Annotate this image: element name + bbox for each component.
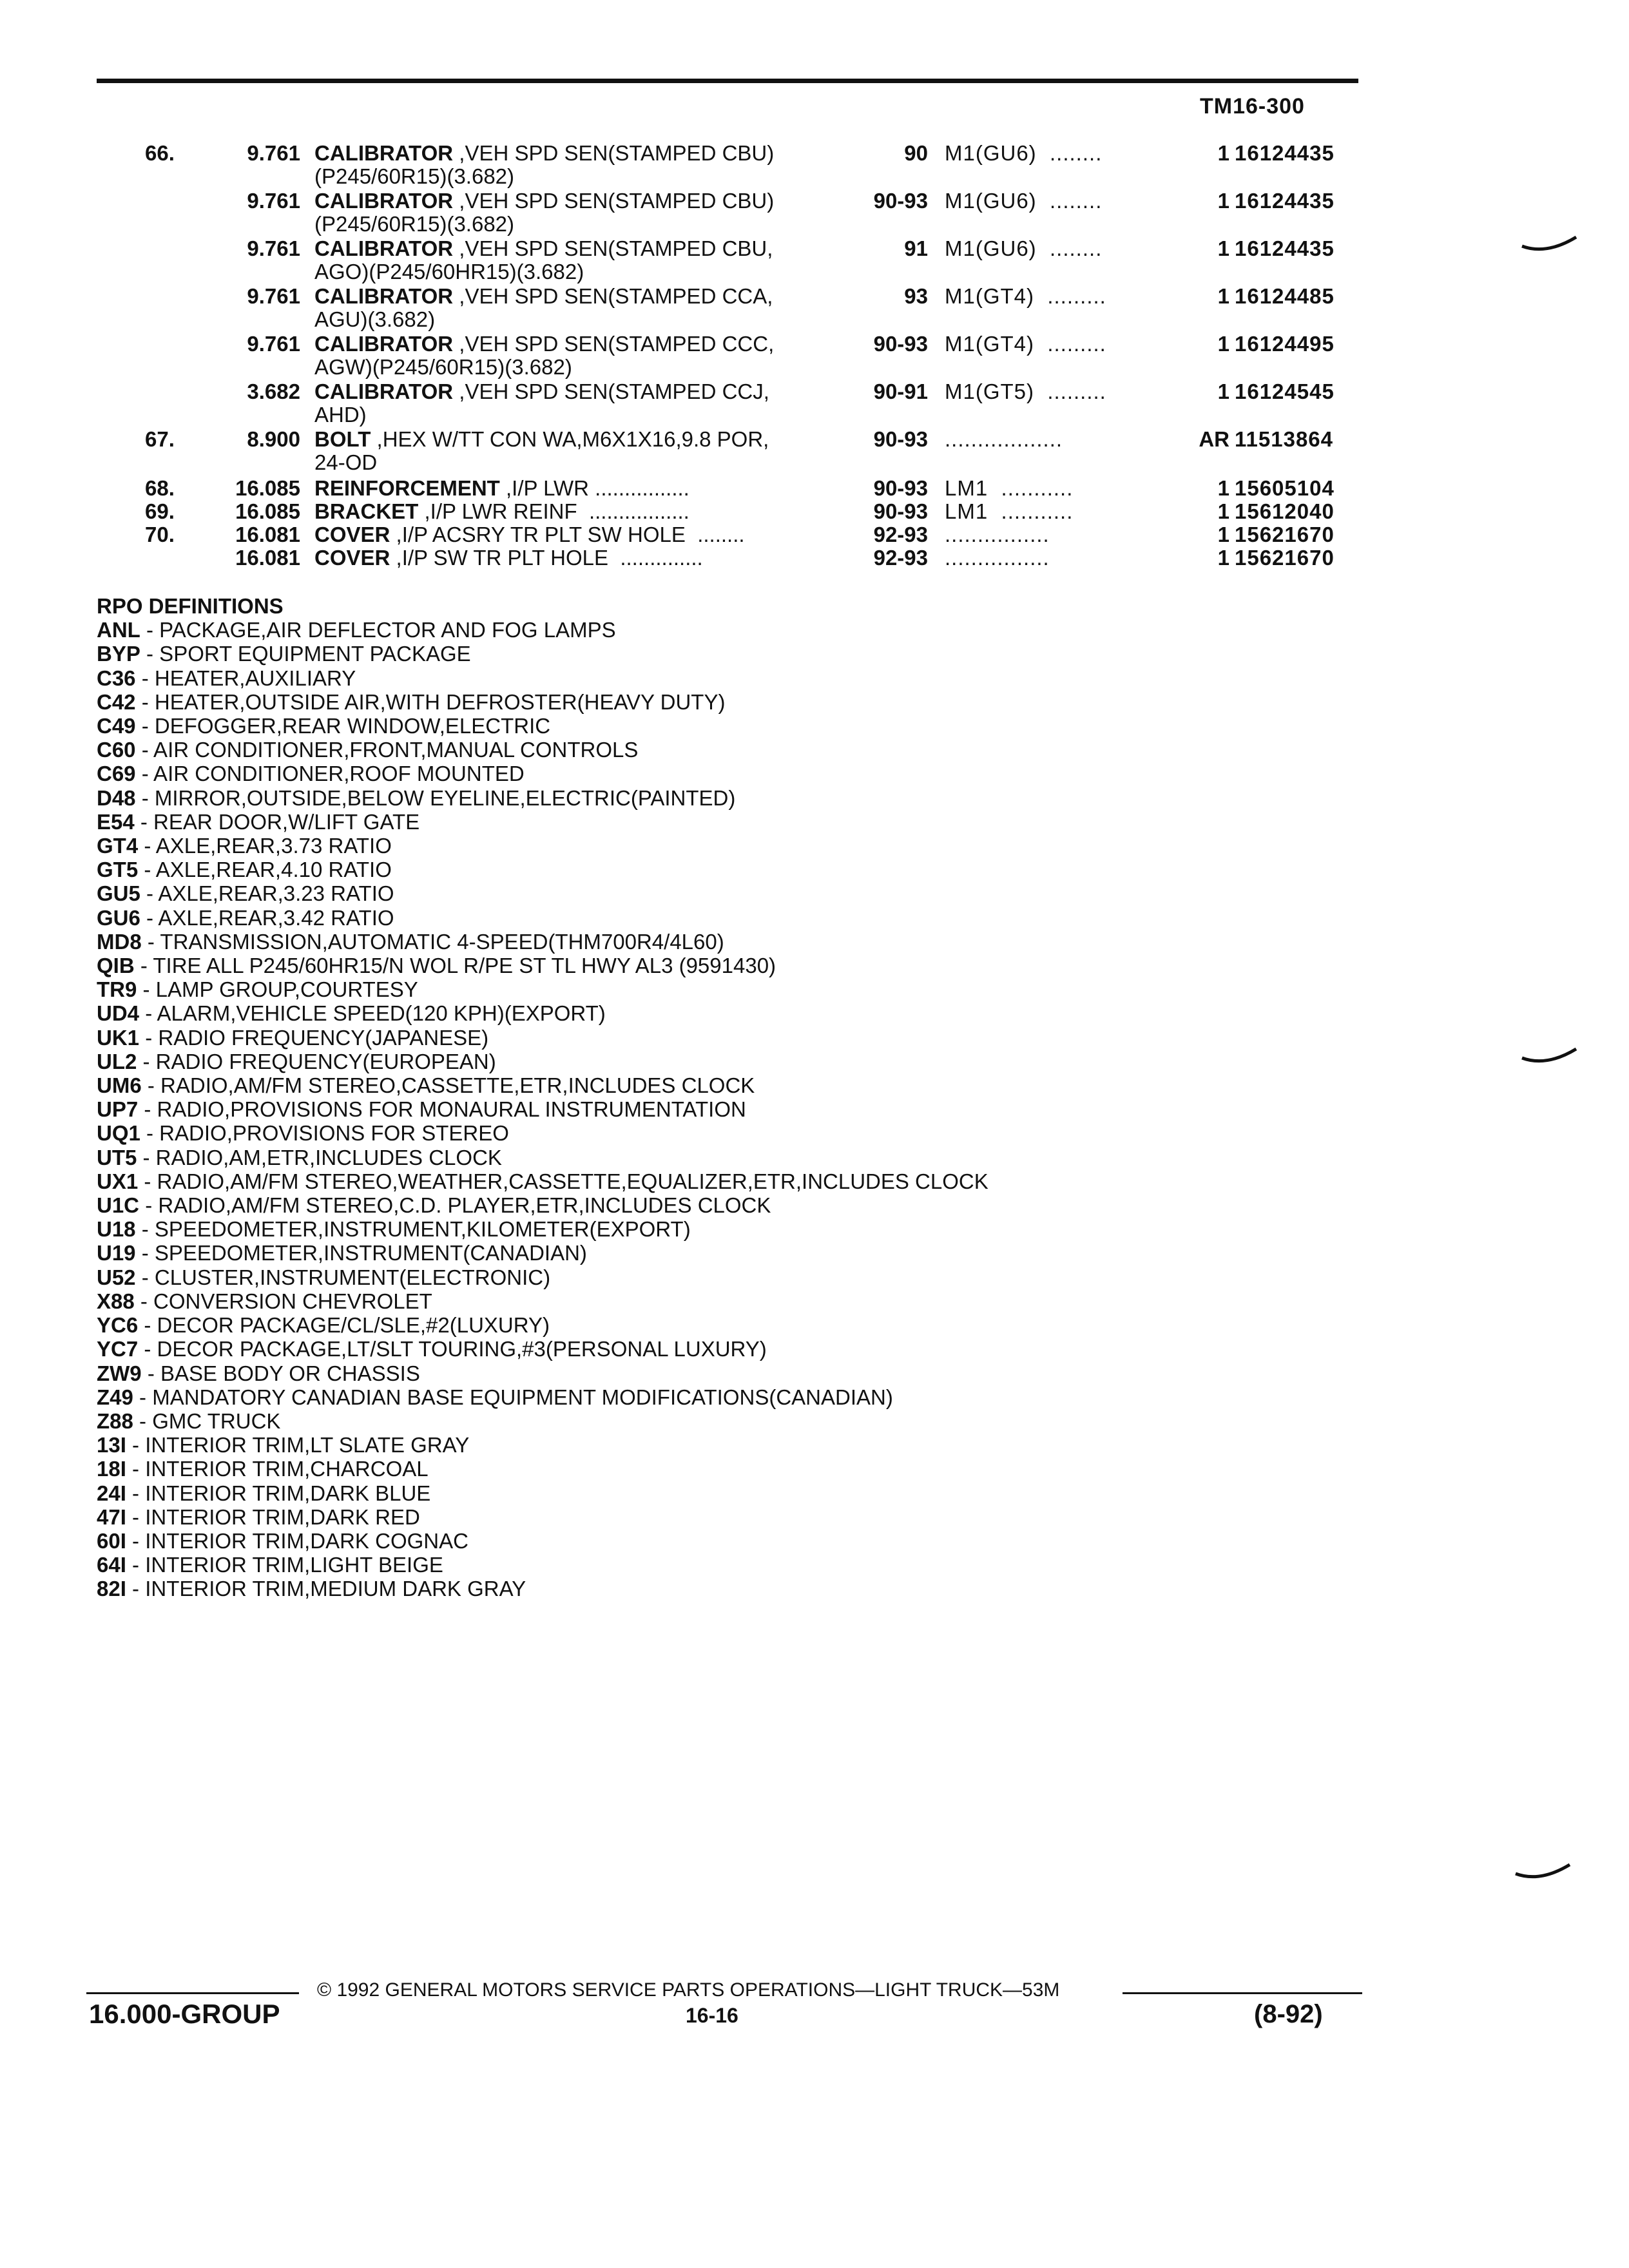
rpo-definition (97, 714, 988, 738)
part-description (314, 546, 843, 570)
rpo-text: - MIRROR,OUTSIDE,BELOW EYELINE,ELECTRIC(PAINTED) (135, 785, 736, 810)
rpo-text: - RADIO,PROVISIONS FOR STEREO (140, 1121, 509, 1146)
rpo-code: U19 (97, 1241, 136, 1265)
header-rule (97, 79, 1358, 83)
part-description-line2: (P245/60R15)(3.682) (314, 164, 515, 188)
part-description (314, 500, 843, 523)
figure-ref: 16.085 (235, 499, 300, 523)
rpo-code: QIB (97, 954, 135, 978)
part-name: CALIBRATOR (314, 141, 454, 165)
rpo-usage: M1(GU6) ........ (945, 141, 1103, 165)
part-description-line1: ,VEH SPD SEN(STAMPED CBU, (453, 236, 773, 260)
part-description-line1: ,VEH SPD SEN(STAMPED CCJ, (453, 380, 769, 403)
quantity: 1 (1217, 189, 1229, 213)
rpo-code: GT4 (97, 834, 139, 858)
part-number: 11513864 (1235, 427, 1334, 451)
rpo-code: GT5 (97, 858, 139, 882)
quantity: 1 (1217, 332, 1229, 356)
model-years: 91 (904, 236, 928, 260)
item-number: 66. (145, 141, 175, 165)
model-years: 90-93 (873, 189, 928, 213)
binder-hole-mark (1521, 233, 1579, 259)
part-description (314, 380, 843, 427)
rpo-text: - RADIO,AM/FM STEREO,WEATHER,CASSETTE,EQUALIZER,ETR,INCLUDES CLOCK (138, 1169, 988, 1193)
rpo-text: - HEATER,OUTSIDE AIR,WITH DEFROSTER(HEAVY DUTY) (135, 689, 726, 714)
part-description-line1: ,VEH SPD SEN(STAMPED CBU) (453, 189, 775, 213)
part-description (314, 428, 843, 474)
rpo-code: UK1 (97, 1025, 140, 1050)
model-years: 90-93 (873, 332, 928, 356)
rpo-text: - TIRE ALL P245/60HR15/N WOL R/PE ST TL HWY AL3 (9591430) (134, 954, 776, 978)
rpo-code: ZW9 (97, 1361, 142, 1385)
rpo-definition (97, 1241, 988, 1265)
rpo-text: - PACKAGE,AIR DEFLECTOR AND FOG LAMPS (140, 618, 616, 642)
rpo-text: - AXLE,REAR,4.10 RATIO (138, 858, 392, 882)
rpo-text: - ALARM,VEHICLE SPEED(120 KPH)(EXPORT) (139, 1001, 606, 1026)
part-description-line2: (P245/60R15)(3.682) (314, 212, 515, 236)
quantity: 1 (1217, 236, 1229, 260)
rpo-code: YC7 (97, 1337, 139, 1361)
model-years: 90-93 (873, 499, 928, 523)
rpo-text: - CONVERSION CHEVROLET (134, 1289, 432, 1313)
rpo-definition (97, 1217, 988, 1241)
rpo-code: UT5 (97, 1145, 137, 1169)
part-description-line1: ,I/P ACSRY TR PLT SW HOLE ........ (390, 523, 745, 546)
rpo-definition (97, 1193, 988, 1217)
rpo-usage: LM1 ........... (945, 476, 1074, 500)
rpo-code: C42 (97, 689, 136, 714)
rpo-code: D48 (97, 785, 136, 810)
rpo-definition (97, 906, 988, 930)
figure-ref: 16.081 (235, 523, 300, 546)
rpo-text: - INTERIOR TRIM,DARK RED (126, 1504, 420, 1529)
figure-ref: 9.761 (247, 236, 300, 260)
rpo-definition (97, 738, 988, 762)
rpo-definition (97, 1146, 988, 1169)
rpo-definition (97, 1553, 988, 1577)
rpo-text: - MANDATORY CANADIAN BASE EQUIPMENT MODIFICATIONS(CANADIAN) (133, 1385, 893, 1409)
rpo-definition (97, 977, 988, 1001)
part-description-line2: AHD) (314, 403, 367, 427)
part-description (314, 189, 843, 236)
rpo-definition (97, 881, 988, 905)
part-number: 16124495 (1235, 332, 1335, 356)
part-row (0, 142, 1629, 189)
rpo-text: - RADIO,AM/FM STEREO,C.D. PLAYER,ETR,INCLUDES CLOCK (139, 1193, 771, 1218)
doc-id: TM16-300 (1200, 94, 1305, 119)
rpo-usage: M1(GT4) ......... (945, 332, 1106, 356)
part-description (314, 285, 843, 331)
part-description (314, 477, 843, 500)
part-name: BRACKET (314, 499, 419, 523)
part-row (0, 428, 1629, 476)
rpo-code: UQ1 (97, 1121, 140, 1146)
rpo-definition (97, 1026, 988, 1050)
part-description-line2: AGO)(P245/60HR15)(3.682) (314, 260, 584, 284)
rpo-definition (97, 1505, 988, 1529)
part-description-line2: AGW)(P245/60R15)(3.682) (314, 355, 572, 379)
rpo-text: - AXLE,REAR,3.73 RATIO (138, 834, 392, 858)
rpo-definition (97, 1001, 988, 1025)
part-name: CALIBRATOR (314, 189, 454, 213)
part-name: COVER (314, 546, 390, 570)
rpo-definition (97, 1121, 988, 1145)
quantity: 1 (1217, 284, 1229, 308)
quantity: AR (1199, 427, 1229, 451)
part-description-line1: ,VEH SPD SEN(STAMPED CCA, (453, 284, 773, 308)
rpo-text: - INTERIOR TRIM,DARK COGNAC (126, 1528, 468, 1553)
rpo-code: UP7 (97, 1097, 139, 1122)
part-row (0, 546, 1629, 594)
group-label: 16.000-GROUP (89, 1999, 280, 2029)
rpo-text: - SPEEDOMETER,INSTRUMENT,KILOMETER(EXPORT) (135, 1217, 691, 1242)
item-number: 70. (145, 523, 175, 546)
rpo-usage: M1(GU6) ........ (945, 236, 1103, 260)
part-description-line1: ,I/P LWR ................ (499, 476, 689, 500)
rpo-definitions (97, 594, 988, 1601)
part-name: CALIBRATOR (314, 380, 454, 403)
footer-rule-right (1123, 1992, 1362, 1994)
rpo-usage: ................ (945, 546, 1050, 570)
rpo-definition (97, 1169, 988, 1193)
rpo-code: GU6 (97, 905, 140, 930)
quantity: 1 (1217, 499, 1229, 523)
rpo-text: - INTERIOR TRIM,LIGHT BEIGE (126, 1553, 443, 1577)
rpo-text: - RADIO,PROVISIONS FOR MONAURAL INSTRUMENTATION (138, 1097, 746, 1122)
model-years: 90 (904, 141, 928, 165)
part-description (314, 237, 843, 284)
binder-hole-mark (1521, 1045, 1579, 1071)
part-number: 16124435 (1235, 236, 1335, 260)
figure-ref: 8.900 (247, 427, 300, 451)
rpo-usage: LM1 ........... (945, 499, 1074, 523)
rpo-code: TR9 (97, 977, 137, 1002)
rpo-definition (97, 1361, 988, 1385)
model-years: 93 (904, 284, 928, 308)
rpo-text: - DEFOGGER,REAR WINDOW,ELECTRIC (135, 714, 551, 738)
rpo-definition (97, 930, 988, 954)
part-row (0, 332, 1629, 380)
part-name: CALIBRATOR (314, 236, 454, 260)
copyright-notice: © 1992 GENERAL MOTORS SERVICE PARTS OPERATIONS—LIGHT TRUCK—53M (317, 1979, 1060, 2001)
rpo-definition (97, 1050, 988, 1073)
rpo-text: - INTERIOR TRIM,DARK BLUE (126, 1481, 431, 1505)
figure-ref: 3.682 (247, 380, 300, 403)
part-description-line1: ,VEH SPD SEN(STAMPED CBU) (453, 141, 775, 165)
rpo-definition (97, 954, 988, 977)
part-name: CALIBRATOR (314, 284, 454, 308)
rpo-definition (97, 1337, 988, 1361)
part-row (0, 380, 1629, 428)
rpo-definition (97, 1289, 988, 1313)
item-number: 67. (145, 427, 175, 451)
rpo-definition (97, 786, 988, 810)
rpo-text: - DECOR PACKAGE,LT/SLT TOURING,#3(PERSONAL LUXURY) (138, 1337, 767, 1361)
rpo-code: C60 (97, 738, 136, 762)
rpo-code: 13I (97, 1433, 126, 1457)
rpo-code: MD8 (97, 929, 142, 954)
rpo-text: - AXLE,REAR,3.42 RATIO (140, 905, 394, 930)
rpo-text: - AIR CONDITIONER,FRONT,MANUAL CONTROLS (135, 738, 639, 762)
rpo-definition (97, 1433, 988, 1457)
rpo-code: 47I (97, 1504, 126, 1529)
quantity: 1 (1217, 523, 1229, 546)
part-description-line1: ,VEH SPD SEN(STAMPED CCC, (453, 332, 775, 356)
part-number: 16124435 (1235, 189, 1335, 213)
rpo-code: BYP (97, 642, 140, 666)
rpo-code: 18I (97, 1457, 126, 1481)
rpo-text: - REAR DOOR,W/LIFT GATE (134, 809, 420, 834)
rpo-definition (97, 1265, 988, 1289)
part-number: 15621670 (1235, 546, 1335, 570)
rpo-text: - TRANSMISSION,AUTOMATIC 4-SPEED(THM700R4/4L60) (141, 929, 724, 954)
part-description-line1: ,HEX W/TT CON WA,M6X1X16,9.8 POR, (371, 427, 769, 451)
rpo-text: - BASE BODY OR CHASSIS (141, 1361, 420, 1385)
model-years: 92-93 (873, 546, 928, 570)
part-name: BOLT (314, 427, 371, 451)
quantity: 1 (1217, 476, 1229, 500)
part-name: CALIBRATOR (314, 332, 454, 356)
rpo-text: - INTERIOR TRIM,LT SLATE GRAY (126, 1433, 470, 1457)
part-description-line2: 24-OD (314, 450, 378, 474)
part-description (314, 523, 843, 546)
quantity: 1 (1217, 380, 1229, 403)
rpo-definition (97, 858, 988, 881)
part-row (0, 285, 1629, 332)
rpo-code: UM6 (97, 1073, 142, 1098)
rpo-definition (97, 1577, 988, 1600)
rpo-code: GU5 (97, 881, 140, 906)
rpo-code: U18 (97, 1217, 136, 1242)
part-description-line2: AGU)(3.682) (314, 307, 436, 331)
part-number: 16124435 (1235, 141, 1335, 165)
revision-date: (8-92) (1254, 2000, 1323, 2028)
rpo-text: - RADIO,AM,ETR,INCLUDES CLOCK (137, 1145, 502, 1169)
rpo-heading: RPO DEFINITIONS (97, 594, 284, 618)
rpo-definition (97, 1409, 988, 1433)
rpo-text: - CLUSTER,INSTRUMENT(ELECTRONIC) (135, 1265, 551, 1289)
rpo-code: 24I (97, 1481, 126, 1505)
rpo-definition (97, 690, 988, 714)
page-number: 16-16 (686, 2004, 738, 2027)
item-number: 69. (145, 499, 175, 523)
figure-ref: 9.761 (247, 141, 300, 165)
rpo-definition-list (97, 618, 988, 1600)
rpo-text: - SPORT EQUIPMENT PACKAGE (140, 642, 471, 666)
rpo-text: - RADIO,AM/FM STEREO,CASSETTE,ETR,INCLUDES CLOCK (141, 1073, 755, 1098)
part-description-line1: ,I/P SW TR PLT HOLE .............. (390, 546, 703, 570)
rpo-code: C36 (97, 666, 136, 690)
part-number: 15605104 (1235, 476, 1335, 500)
rpo-definition (97, 1457, 988, 1481)
part-description (314, 332, 843, 379)
rpo-code: 82I (97, 1577, 126, 1601)
rpo-usage: M1(GU6) ........ (945, 189, 1103, 213)
rpo-text: - AIR CONDITIONER,ROOF MOUNTED (135, 762, 525, 786)
part-description-line1: ,I/P LWR REINF ................. (418, 499, 689, 523)
model-years: 92-93 (873, 523, 928, 546)
model-years: 90-91 (873, 380, 928, 403)
rpo-definition (97, 762, 988, 785)
rpo-text: - HEATER,AUXILIARY (135, 666, 356, 690)
model-years: 90-93 (873, 427, 928, 451)
rpo-definition (97, 618, 988, 642)
rpo-text: - RADIO FREQUENCY(JAPANESE) (139, 1025, 489, 1050)
quantity: 1 (1217, 141, 1229, 165)
rpo-definition (97, 666, 988, 690)
model-years: 90-93 (873, 476, 928, 500)
part-name: REINFORCEMENT (314, 476, 500, 500)
rpo-text: - DECOR PACKAGE/CL/SLE,#2(LUXURY) (138, 1313, 550, 1338)
rpo-definition (97, 1481, 988, 1505)
item-number: 68. (145, 476, 175, 500)
rpo-text: - INTERIOR TRIM,CHARCOAL (126, 1457, 429, 1481)
figure-ref: 16.081 (235, 546, 300, 570)
rpo-usage: M1(GT5) ......... (945, 380, 1106, 403)
rpo-code: X88 (97, 1289, 135, 1313)
quantity: 1 (1217, 546, 1229, 570)
rpo-text: - GMC TRUCK (133, 1408, 281, 1433)
rpo-code: UL2 (97, 1049, 137, 1073)
rpo-text: - AXLE,REAR,3.23 RATIO (140, 881, 394, 906)
rpo-definition (97, 642, 988, 666)
footer-rule-left (86, 1992, 299, 1994)
part-description (314, 142, 843, 188)
rpo-definition (97, 1529, 988, 1553)
rpo-text: - SPEEDOMETER,INSTRUMENT(CANADIAN) (135, 1241, 587, 1265)
rpo-code: C49 (97, 714, 136, 738)
part-row (0, 189, 1629, 237)
figure-ref: 9.761 (247, 284, 300, 308)
rpo-usage: .................. (945, 427, 1063, 451)
part-row (0, 237, 1629, 285)
rpo-code: E54 (97, 809, 135, 834)
rpo-definition (97, 1385, 988, 1409)
part-number: 15612040 (1235, 499, 1335, 523)
binder-hole-mark (1514, 1861, 1572, 1887)
rpo-usage: ................ (945, 523, 1050, 546)
rpo-text: - LAMP GROUP,COURTESY (137, 977, 418, 1002)
rpo-definition (97, 834, 988, 858)
rpo-code: UX1 (97, 1169, 139, 1193)
rpo-code: ANL (97, 618, 140, 642)
rpo-code: 64I (97, 1553, 126, 1577)
part-number: 16124485 (1235, 284, 1335, 308)
rpo-definition (97, 1097, 988, 1121)
part-number: 16124545 (1235, 380, 1335, 403)
part-name: COVER (314, 523, 390, 546)
figure-ref: 16.085 (235, 476, 300, 500)
rpo-code: Z88 (97, 1408, 133, 1433)
rpo-definition (97, 810, 988, 834)
figure-ref: 9.761 (247, 332, 300, 356)
rpo-code: YC6 (97, 1313, 139, 1338)
rpo-definition (97, 1313, 988, 1337)
rpo-code: U52 (97, 1265, 136, 1289)
rpo-code: C69 (97, 762, 136, 786)
rpo-code: Z49 (97, 1385, 133, 1409)
rpo-code: UD4 (97, 1001, 140, 1026)
rpo-code: U1C (97, 1193, 140, 1218)
part-number: 15621670 (1235, 523, 1335, 546)
figure-ref: 9.761 (247, 189, 300, 213)
rpo-text: - RADIO FREQUENCY(EUROPEAN) (137, 1049, 496, 1073)
rpo-usage: M1(GT4) ......... (945, 284, 1106, 308)
rpo-text: - INTERIOR TRIM,MEDIUM DARK GRAY (126, 1577, 526, 1601)
rpo-definition (97, 1073, 988, 1097)
rpo-code: 60I (97, 1528, 126, 1553)
